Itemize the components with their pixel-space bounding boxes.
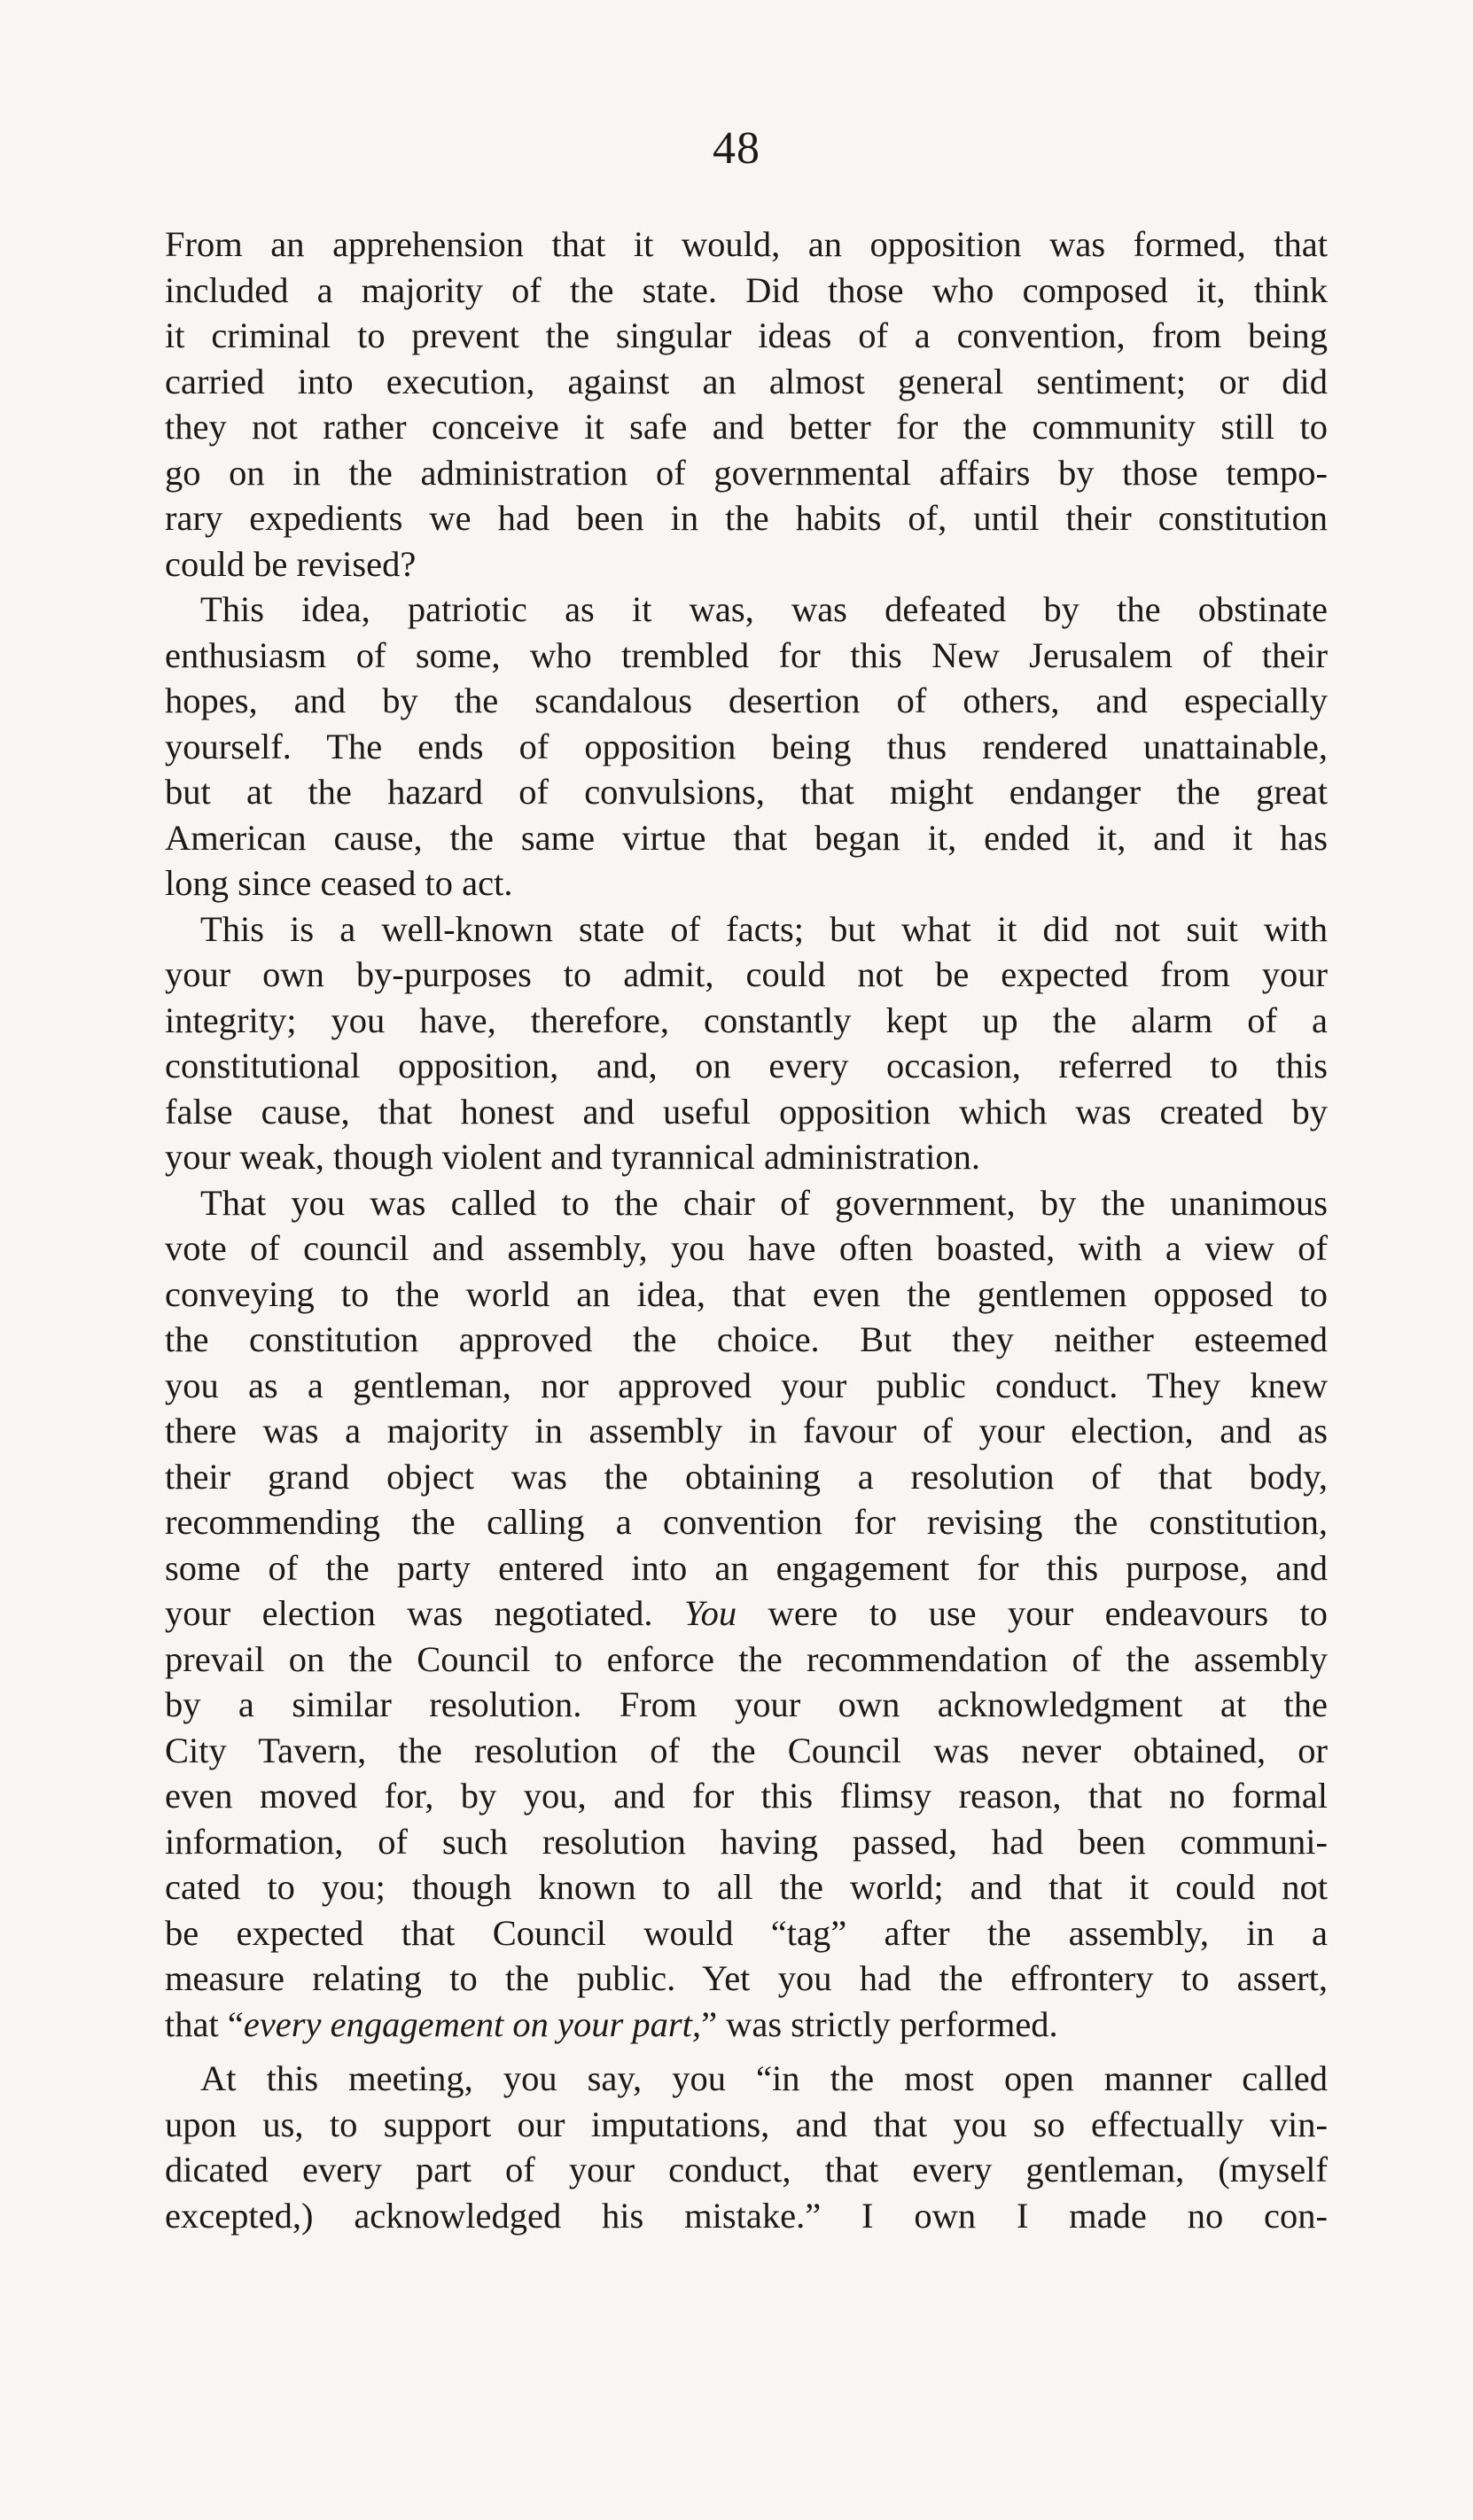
text-line: there was a majority in assembly in favour of your election, and as: [165, 1411, 1328, 1451]
text-line: dicated every part of your conduct, that every gentleman, (myself: [165, 2150, 1328, 2189]
text-line: This idea, patriotic as it was, was defeated by the obstinate: [200, 589, 1328, 629]
italic-text: You: [683, 1593, 737, 1633]
italic-text: every engagement on your part,: [243, 2003, 702, 2044]
text-line-mixed: [165, 1591, 1328, 1637]
text-line: long since ceased to act.: [165, 863, 513, 903]
text-line: but at the hazard of convulsions, that might endanger the great: [165, 772, 1328, 812]
paragraph-2: [165, 587, 1328, 906]
text-line: hopes, and by the scandalous desertion of others, and especially: [165, 681, 1328, 720]
page-number: 48: [713, 123, 760, 174]
text-line: some of the party entered into an engagement for this purpose, and: [165, 1547, 1328, 1588]
text-line: constitutional opposition, and, on every occasion, referred to this: [165, 1046, 1328, 1085]
paragraph-5: [165, 2056, 1328, 2238]
text-line: From an apprehension that it would, an opposition was formed, that: [165, 224, 1328, 264]
text-line: could be revised?: [165, 543, 417, 584]
paragraph-3: [165, 906, 1328, 1180]
text-line: vote of council and assembly, you have often boasted, with a view of: [165, 1228, 1328, 1268]
text-line: measure relating to the public. Yet you had the effrontery to assert,: [165, 1958, 1328, 1998]
text-line: At this meeting, you say, you “in the most open manner called: [200, 2058, 1328, 2098]
text-line: the constitution approved the choice. But they neither esteemed: [165, 1319, 1328, 1359]
text-line: carried into execution, against an almost general sentiment; or did: [165, 361, 1328, 401]
text-line: upon us, to support our imputations, and that you so effectually vin-: [165, 2104, 1328, 2144]
text-line: conveying to the world an idea, that even the gentlemen opposed to: [165, 1273, 1328, 1314]
paragraph-1: [165, 222, 1328, 587]
body-text: [165, 222, 1328, 2238]
text-line: false cause, that honest and useful opposition which was created by: [165, 1091, 1328, 1132]
text-line: go on in the administration of governmental affairs by those tempo-: [165, 452, 1328, 493]
text-line: City Tavern, the resolution of the Council was never obtained, or: [165, 1730, 1328, 1770]
text-line: That you was called to the chair of government, by the unanimous: [200, 1182, 1328, 1223]
text-line: prevail on the Council to enforce the recommendation of the assembly: [165, 1638, 1328, 1679]
text-line: your own by-purposes to admit, could not be expected from your: [165, 954, 1328, 994]
text-line: you as a gentleman, nor approved your public conduct. They knew: [165, 1365, 1328, 1405]
text-segment: that: [165, 2003, 219, 2044]
paragraph-4: [165, 1180, 1328, 2048]
text-segment: were to use your endeavours to: [768, 1593, 1328, 1633]
text-line: their grand object was the obtaining a resolution of that body,: [165, 1456, 1328, 1497]
text-line: cated to you; though known to all the world; and that it could not: [165, 1867, 1328, 1907]
text-line: integrity; you have, therefore, constantly kept up the alarm of a: [165, 999, 1328, 1040]
text-line: This is a well-known state of facts; but what it did not suit with: [200, 908, 1328, 949]
text-segment: was strictly performed.: [717, 2003, 1058, 2044]
quote-mark: “: [227, 2003, 244, 2044]
text-line: excepted,) acknowledged his mistake.” I own I made no con-: [165, 2195, 1328, 2236]
text-line: even moved for, by you, and for this flimsy reason, that no formal: [165, 1776, 1328, 1816]
quote-mark: ”: [701, 2003, 718, 2044]
text-line: by a similar resolution. From your own acknowledgment at the: [165, 1684, 1328, 1724]
text-line: yourself. The ends of opposition being thus rendered unattainable,: [165, 726, 1328, 766]
text-line: recommending the calling a convention for revising the constitution,: [165, 1502, 1328, 1542]
text-line: enthusiasm of some, who trembled for this New Jerusalem of their: [165, 634, 1328, 675]
text-line: be expected that Council would “tag” after the assembly, in a: [165, 1912, 1328, 1953]
text-line: they not rather conceive it safe and better for the community still to: [165, 407, 1328, 447]
text-line: it criminal to prevent the singular ideas of a convention, from being: [165, 315, 1328, 355]
text-line: your weak, though violent and tyrannical administration.: [165, 1137, 981, 1177]
text-line: information, of such resolution having passed, had been communi-: [165, 1821, 1328, 1862]
text-segment: your election was negotiated.: [165, 1593, 653, 1633]
text-line: American cause, the same virtue that began it, ended it, and it has: [165, 817, 1328, 858]
text-line: included a majority of the state. Did those who composed it, think: [165, 269, 1328, 310]
text-line-mixed: [165, 2002, 1328, 2048]
text-line: rary expedients we had been in the habits of, until their constitution: [165, 498, 1328, 538]
